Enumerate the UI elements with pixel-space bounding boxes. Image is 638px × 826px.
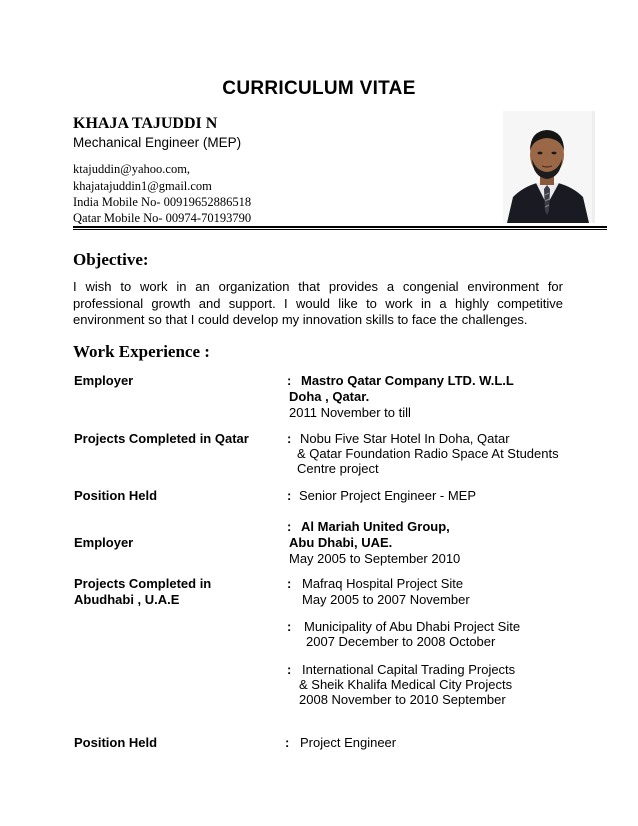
employer-2-company: Al Mariah United Group, <box>301 519 450 534</box>
header-divider <box>73 226 607 228</box>
project-ictp-period: 2008 November to 2010 September <box>299 692 506 707</box>
work-experience-heading: Work Experience : <box>73 342 210 361</box>
contact-india-mobile: India Mobile No- 00919652886518 <box>73 195 252 209</box>
profile-photo <box>503 111 595 223</box>
project-municipality-name: Municipality of Abu Dhabi Project Site <box>304 619 521 634</box>
contact-email-1: ktajuddin@yahoo.com, <box>73 162 191 176</box>
employer-1-period: 2011 November to till <box>289 405 411 420</box>
colon: : <box>287 373 292 388</box>
projects-qatar-line-2: & Qatar Foundation Radio Space At Students <box>297 446 559 461</box>
document-title: CURRICULUM VITAE <box>222 78 416 99</box>
employer-1-location: Doha , Qatar. <box>289 389 370 404</box>
projects-qatar-line-1: Nobu Five Star Hotel In Doha, Qatar <box>300 431 510 446</box>
employer-1-company: Mastro Qatar Company LTD. W.L.L <box>301 373 514 388</box>
candidate-role: Mechanical Engineer (MEP) <box>73 135 242 150</box>
header-divider-thin <box>73 229 607 230</box>
colon: : <box>285 735 290 750</box>
label-projects-abudhabi-2: Abudhabi , U.A.E <box>74 592 180 607</box>
label-position-2: Position Held <box>74 735 158 750</box>
colon: : <box>287 662 292 677</box>
projects-qatar-line-3: Centre project <box>297 461 379 476</box>
position-1-value: Senior Project Engineer - MEP <box>299 488 477 503</box>
project-ictp-name: International Capital Trading Projects <box>302 662 516 677</box>
contact-email-2: khajatajuddin1@gmail.com <box>73 179 212 193</box>
colon: : <box>287 431 292 446</box>
colon: : <box>287 519 292 534</box>
label-position-1: Position Held <box>74 488 158 503</box>
label-employer-1: Employer <box>74 373 134 388</box>
contact-qatar-mobile: Qatar Mobile No- 00974-70193790 <box>73 211 252 225</box>
label-employer-2: Employer <box>74 535 134 550</box>
employer-2-period: May 2005 to September 2010 <box>289 551 461 566</box>
label-projects-abudhabi-1: Projects Completed in <box>74 576 212 591</box>
colon: : <box>287 488 292 503</box>
objective-text: I wish to work in an organization that provides a congenial environment for professional growth and support. I would like to work in a highly competitive environment so that I could develop my innovation skills to face the challenges. <box>73 279 563 327</box>
employer-2-location: Abu Dhabi, UAE. <box>289 535 393 550</box>
project-mafraq-name: Mafraq Hospital Project Site <box>302 576 464 591</box>
candidate-name: KHAJA TAJUDDI N <box>73 115 218 132</box>
colon: : <box>287 619 292 634</box>
colon: : <box>287 576 292 591</box>
project-skmc-name: & Sheik Khalifa Medical City Projects <box>299 677 513 692</box>
project-mafraq-period: May 2005 to 2007 November <box>302 592 470 607</box>
label-projects-qatar: Projects Completed in Qatar <box>74 431 249 446</box>
objective-heading: Objective: <box>73 250 149 269</box>
position-2-value: Project Engineer <box>300 735 397 750</box>
project-municipality-period: 2007 December to 2008 October <box>306 634 496 649</box>
